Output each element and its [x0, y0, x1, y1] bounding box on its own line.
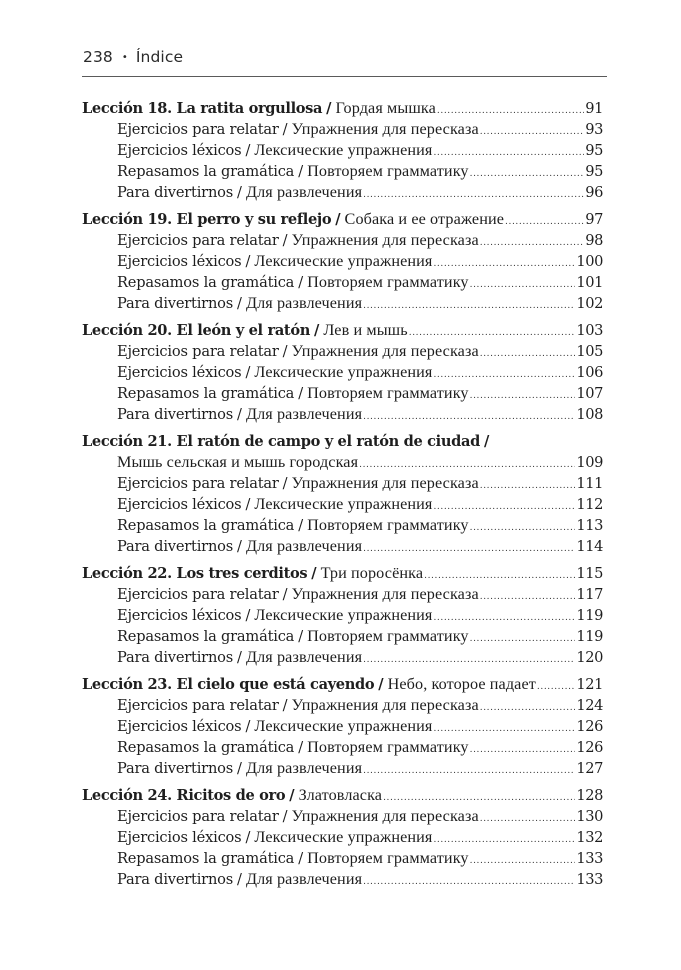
title-separator: / [483, 433, 490, 450]
toc-entry-subsection[interactable] [82, 362, 603, 383]
subsection-title-es: Para divertirnos [117, 760, 234, 777]
subsection-title-es: Para divertirnos [117, 871, 234, 888]
page-number: 120 [576, 649, 603, 666]
dot-leader [433, 497, 575, 515]
toc-entry-lesson-continued[interactable] [82, 452, 603, 473]
toc-entry-subsection[interactable] [82, 584, 603, 605]
subsection-title-es: Repasamos la gramática [117, 739, 295, 756]
title-separator: / [298, 163, 304, 180]
subsection-title-es: Repasamos la gramática [117, 628, 295, 645]
subsection-title-es: Para divertirnos [117, 649, 234, 666]
page-number: 97 [585, 211, 603, 228]
subsection-title-ru: Для развлечения [245, 759, 363, 777]
title-separator: / [237, 538, 242, 555]
subsection-title-es: Para divertirnos [117, 184, 234, 201]
title-separator: / [245, 253, 251, 270]
subsection-title-ru: Лексические упражнения [254, 717, 433, 735]
title-separator: / [245, 364, 251, 381]
toc-entry-subsection[interactable] [82, 161, 603, 182]
title-separator: / [298, 385, 304, 402]
title-separator: / [289, 787, 295, 804]
subsection-title-es: Repasamos la gramática [117, 274, 295, 291]
page-number: 132 [576, 829, 603, 846]
subsection-title-ru: Лексические упражнения [254, 141, 433, 159]
title-separator: / [298, 850, 304, 867]
toc-section [82, 320, 603, 425]
dot-leader [470, 275, 576, 293]
subsection-title-es: Repasamos la gramática [117, 517, 295, 534]
subsection-title-es: Repasamos la gramática [117, 385, 295, 402]
dot-leader [363, 539, 575, 557]
page-number: 95 [585, 142, 603, 159]
subsection-title-ru: Повторяем грамматику [307, 849, 469, 867]
page-number: 114 [576, 538, 603, 555]
bullet-separator: • [121, 52, 128, 63]
toc-entry-subsection[interactable] [82, 140, 603, 161]
dot-leader [424, 566, 575, 584]
subsection-title-es: Repasamos la gramática [117, 163, 295, 180]
lesson-title: Lección 20. El león y el ratón [82, 322, 310, 339]
lesson-title: Lección 22. Los tres cerditos [82, 565, 308, 582]
toc-entry-subsection[interactable] [82, 536, 603, 557]
dot-leader [359, 455, 575, 473]
dot-leader [537, 677, 575, 695]
toc-entry-subsection[interactable] [82, 182, 603, 203]
lesson-title: Lección 23. El cielo que está cayendo [82, 676, 375, 693]
page-number: 95 [585, 163, 603, 180]
page-number: 107 [576, 385, 603, 402]
dot-leader [433, 608, 575, 626]
title-separator: / [313, 322, 320, 339]
subsection-title-ru: Упражнения для пересказа [291, 585, 479, 603]
lesson-title: Lección 24. Ricitos de oro [82, 787, 286, 804]
title-separator: / [245, 718, 251, 735]
title-separator: / [237, 871, 242, 888]
toc-entry-subsection[interactable] [82, 737, 603, 758]
subsection-title-es: Ejercicios léxicos [117, 718, 242, 735]
dot-leader [470, 518, 576, 536]
subsection-title-es: Para divertirnos [117, 295, 234, 312]
subsection-title-es: Ejercicios para relatar [117, 475, 279, 492]
toc-section [82, 785, 603, 890]
toc-entry-subsection[interactable] [82, 647, 603, 668]
subsection-title-ru: Лексические упражнения [254, 828, 433, 846]
dot-leader [480, 122, 584, 140]
title-separator: / [237, 184, 242, 201]
toc-section [82, 209, 603, 314]
toc-entry-subsection[interactable] [82, 827, 603, 848]
page-number: 103 [576, 322, 603, 339]
subsection-title-ru: Повторяем грамматику [307, 516, 469, 534]
page-number: 127 [576, 760, 603, 777]
page-number: 108 [576, 406, 603, 423]
page-number: 128 [576, 787, 603, 804]
dot-leader [480, 809, 576, 827]
dot-leader [470, 164, 585, 182]
lesson-translation: Гордая мышка [335, 99, 436, 117]
title-separator: / [298, 739, 304, 756]
subsection-title-es: Ejercicios para relatar [117, 121, 279, 138]
subsection-title-ru: Для развлечения [245, 648, 363, 666]
dot-leader [363, 872, 575, 890]
lesson-translation: Собака и ее отражение [344, 210, 505, 228]
subsection-title-ru: Для развлечения [245, 537, 363, 555]
page-number: 100 [576, 253, 603, 270]
lesson-translation: Лев и мышь [323, 321, 408, 339]
page-number: 126 [576, 739, 603, 756]
subsection-title-ru: Для развлечения [245, 294, 363, 312]
dot-leader [480, 476, 576, 494]
title-separator: / [282, 475, 288, 492]
subsection-title-ru: Упражнения для пересказа [291, 120, 479, 138]
subsection-title-ru: Для развлечения [245, 870, 363, 888]
page-number: 109 [576, 454, 603, 471]
page-number: 119 [576, 607, 603, 624]
subsection-title-es: Ejercicios léxicos [117, 496, 242, 513]
subsection-title-ru: Для развлечения [245, 405, 363, 423]
subsection-title-es: Ejercicios léxicos [117, 253, 242, 270]
toc-entry-subsection[interactable] [82, 716, 603, 737]
subsection-title-ru: Упражнения для пересказа [291, 807, 479, 825]
toc-entry-subsection[interactable] [82, 473, 603, 494]
dot-leader [433, 719, 575, 737]
subsection-title-ru: Лексические упражнения [254, 252, 433, 270]
lesson-translation: Златовласка [298, 786, 383, 804]
dot-leader [409, 323, 576, 341]
running-head [83, 48, 183, 66]
title-separator: / [237, 295, 242, 312]
header-rule [82, 76, 607, 77]
running-head-title: Índice [135, 48, 184, 66]
subsection-title-ru: Упражнения для пересказа [291, 231, 479, 249]
page-number: 102 [576, 295, 603, 312]
subsection-title-es: Ejercicios léxicos [117, 142, 242, 159]
subsection-title-ru: Лексические упражнения [254, 606, 433, 624]
toc-entry-subsection[interactable] [82, 605, 603, 626]
toc-entry-subsection[interactable] [82, 695, 603, 716]
title-separator: / [245, 607, 251, 624]
title-separator: / [282, 586, 288, 603]
title-separator: / [298, 274, 304, 291]
page-number: 117 [576, 586, 603, 603]
subsection-title-ru: Повторяем грамматику [307, 162, 469, 180]
title-separator: / [282, 343, 288, 360]
page-number: 111 [576, 475, 603, 492]
subsection-title-es: Para divertirnos [117, 538, 234, 555]
dot-leader [363, 650, 575, 668]
title-separator: / [282, 232, 288, 249]
title-separator: / [378, 676, 384, 693]
subsection-title-es: Ejercicios para relatar [117, 808, 279, 825]
page-number: 96 [585, 184, 603, 201]
toc-entry-subsection[interactable] [82, 383, 603, 404]
subsection-title-es: Repasamos la gramática [117, 850, 295, 867]
dot-leader [363, 296, 575, 314]
title-separator: / [237, 649, 242, 666]
dot-leader [433, 143, 584, 161]
dot-leader [437, 101, 584, 119]
title-separator: / [245, 142, 251, 159]
toc-entry-subsection[interactable] [82, 272, 603, 293]
subsection-title-ru: Для развлечения [245, 183, 363, 201]
title-separator: / [282, 697, 288, 714]
subsection-title-ru: Упражнения для пересказа [291, 474, 479, 492]
lesson-translation: Небо, которое падает [387, 675, 536, 693]
page-number: 115 [576, 565, 603, 582]
dot-leader [470, 851, 576, 869]
page-number: 93 [585, 121, 603, 138]
dot-leader [383, 788, 575, 806]
dot-leader [363, 761, 575, 779]
title-separator: / [326, 100, 332, 117]
dot-leader [480, 698, 576, 716]
title-separator: / [298, 628, 304, 645]
title-separator: / [237, 406, 242, 423]
toc-entry-subsection[interactable] [82, 341, 603, 362]
title-separator: / [237, 760, 242, 777]
page-number: 130 [576, 808, 603, 825]
lesson-title: Lección 19. El perro y su reflejo [82, 211, 332, 228]
page-number: 126 [576, 718, 603, 735]
subsection-title-es: Ejercicios para relatar [117, 343, 279, 360]
page-number: 121 [576, 676, 603, 693]
dot-leader [363, 407, 575, 425]
toc-entry-lesson[interactable] [82, 431, 603, 452]
dot-leader [480, 233, 584, 251]
toc-entry-subsection[interactable] [82, 251, 603, 272]
page-number: 91 [585, 100, 603, 117]
subsection-title-es: Ejercicios para relatar [117, 586, 279, 603]
toc-section [82, 431, 603, 557]
title-separator: / [282, 121, 288, 138]
page-number: 105 [576, 343, 603, 360]
dot-leader [480, 344, 576, 362]
page-number: 106 [576, 364, 603, 381]
page-number: 112 [576, 496, 603, 513]
lesson-translation: Мышь сельская и мышь городская [117, 453, 359, 471]
page-number: 101 [576, 274, 603, 291]
subsection-title-ru: Повторяем грамматику [307, 384, 469, 402]
title-separator: / [245, 496, 251, 513]
toc-section [82, 563, 603, 668]
toc-section [82, 98, 603, 203]
subsection-title-ru: Упражнения для пересказа [291, 696, 479, 714]
toc-entry-subsection[interactable] [82, 806, 603, 827]
toc-entry-lesson[interactable] [82, 320, 603, 341]
table-of-contents [82, 98, 603, 896]
toc-section [82, 674, 603, 779]
dot-leader [470, 386, 576, 404]
subsection-title-es: Ejercicios para relatar [117, 232, 279, 249]
subsection-title-ru: Лексические упражнения [254, 495, 433, 513]
dot-leader [505, 212, 584, 230]
subsection-title-es: Para divertirnos [117, 406, 234, 423]
toc-entry-lesson[interactable] [82, 209, 603, 230]
subsection-title-es: Ejercicios para relatar [117, 697, 279, 714]
dot-leader [433, 830, 575, 848]
toc-entry-subsection[interactable] [82, 626, 603, 647]
page-number: 124 [576, 697, 603, 714]
toc-entry-subsection[interactable] [82, 119, 603, 140]
page-number: 98 [585, 232, 603, 249]
page-number: 133 [576, 871, 603, 888]
title-separator: / [282, 808, 288, 825]
toc-entry-subsection[interactable] [82, 848, 603, 869]
dot-leader [433, 365, 575, 383]
subsection-title-es: Ejercicios léxicos [117, 829, 242, 846]
subsection-title-ru: Повторяем грамматику [307, 627, 469, 645]
dot-leader [480, 587, 576, 605]
toc-entry-lesson[interactable] [82, 674, 603, 695]
page-number: 113 [576, 517, 603, 534]
toc-entry-subsection[interactable] [82, 293, 603, 314]
toc-entry-subsection[interactable] [82, 758, 603, 779]
title-separator: / [298, 517, 304, 534]
dot-leader [363, 185, 584, 203]
page-number: 119 [576, 628, 603, 645]
title-separator: / [311, 565, 317, 582]
subsection-title-es: Ejercicios léxicos [117, 364, 242, 381]
subsection-title-ru: Лексические упражнения [254, 363, 433, 381]
dot-leader [433, 254, 575, 272]
dot-leader [470, 629, 576, 647]
toc-entry-lesson[interactable] [82, 785, 603, 806]
toc-entry-lesson[interactable] [82, 563, 603, 584]
toc-entry-subsection[interactable] [82, 515, 603, 536]
title-separator: / [245, 829, 251, 846]
page-number: 133 [576, 850, 603, 867]
lesson-translation: Три поросёнка [320, 564, 424, 582]
subsection-title-es: Ejercicios léxicos [117, 607, 242, 624]
toc-entry-subsection[interactable] [82, 230, 603, 251]
page-number: 238 [83, 48, 113, 66]
toc-entry-subsection[interactable] [82, 494, 603, 515]
lesson-title: Lección 18. La ratita orgullosa [82, 100, 323, 117]
subsection-title-ru: Повторяем грамматику [307, 273, 469, 291]
dot-leader [470, 740, 576, 758]
toc-entry-lesson[interactable] [82, 98, 603, 119]
toc-entry-subsection[interactable] [82, 404, 603, 425]
toc-entry-subsection[interactable] [82, 869, 603, 890]
lesson-title: Lección 21. El ratón de campo y el ratón de ciudad [82, 433, 480, 450]
subsection-title-ru: Повторяем грамматику [307, 738, 469, 756]
title-separator: / [335, 211, 341, 228]
subsection-title-ru: Упражнения для пересказа [291, 342, 479, 360]
